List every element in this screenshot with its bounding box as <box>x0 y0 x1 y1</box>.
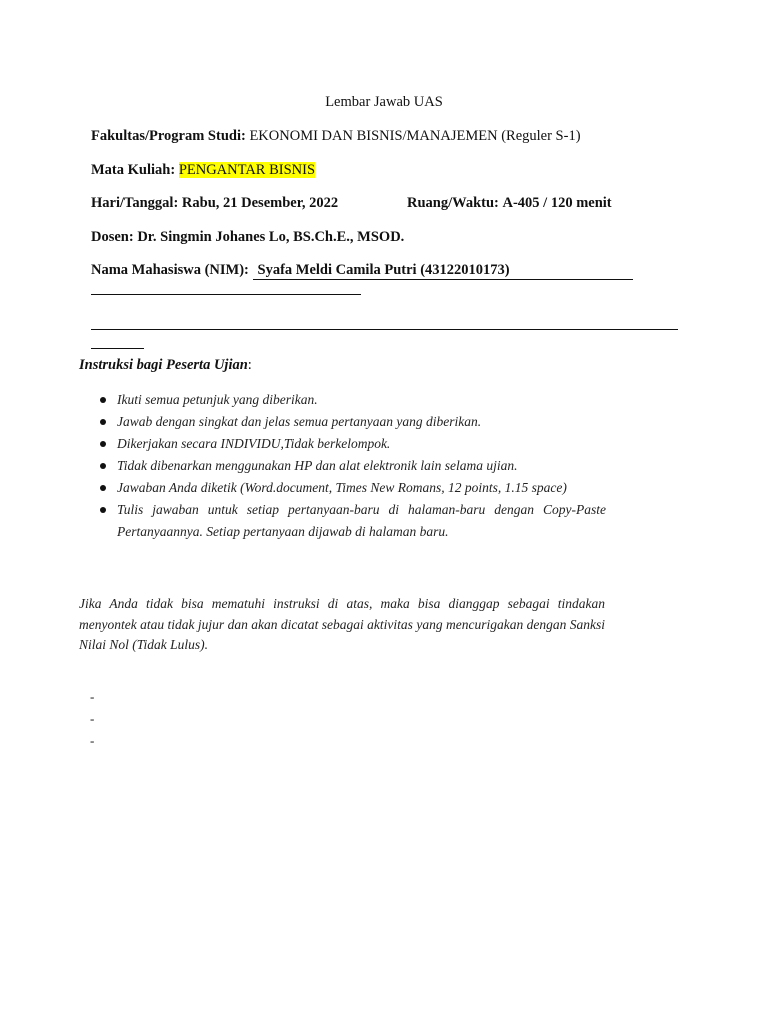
rule-text: Tulis jawaban untuk setiap pertanyaan-baru di halaman-baru dengan Copy-Paste Pertanyaannya. Setiap pertanyaan dijawab di halaman baru. <box>117 502 606 539</box>
list-item <box>96 499 606 542</box>
room-label: Ruang/Waktu: <box>407 195 499 211</box>
bullet-icon <box>100 397 106 403</box>
instructions-colon: : <box>247 357 252 373</box>
dash-item: - <box>90 689 95 704</box>
list-item <box>96 455 606 477</box>
instructions-title <box>79 357 252 374</box>
bullet-icon <box>100 485 106 491</box>
dash-item: - <box>90 733 95 748</box>
lecturer-line: Dosen: Dr. Singmin Johanes Lo, BS.Ch.E., MSOD. <box>91 229 405 245</box>
list-item <box>96 477 606 499</box>
date-label: Hari/Tanggal: <box>91 195 179 211</box>
list-item <box>96 411 606 433</box>
bullet-icon <box>100 419 106 425</box>
list-item <box>96 433 606 455</box>
course-label: Mata Kuliah: <box>91 162 176 178</box>
faculty-label: Fakultas/Program Studi: <box>91 128 246 144</box>
rule-text: Jawab dengan singkat dan jelas semua pertanyaan yang diberikan. <box>117 414 482 429</box>
answer-line-3 <box>91 348 144 349</box>
date-value: Rabu, 21 Desember, 2022 <box>181 195 339 211</box>
room-line <box>407 195 612 212</box>
answer-line-1 <box>91 294 361 295</box>
answer-line-2 <box>91 329 678 330</box>
student-label: Nama Mahasiswa (NIM): <box>91 262 249 278</box>
document-title: Lembar Jawab UAS <box>325 94 443 110</box>
rule-text: Tidak dibenarkan menggunakan HP dan alat elektronik lain selama ujian. <box>117 458 518 473</box>
bullet-icon <box>100 463 106 469</box>
room-value: A-405 / 120 menit <box>502 195 612 211</box>
faculty-value: EKONOMI DAN BISNIS/MANAJEMEN (Reguler S-1) <box>249 128 581 144</box>
faculty-line <box>91 128 581 145</box>
rule-text: Dikerjakan secara INDIVIDU,Tidak berkelompok. <box>117 436 391 451</box>
student-value: Syafa Meldi Camila Putri (43122010173) <box>253 262 633 280</box>
warning-paragraph: Jika Anda tidak bisa mematuhi instruksi di atas, maka bisa dianggap sebagai tindakan menyontek atau tidak jujur dan akan dicatat sebagai aktivitas yang mencurigakan dengan Sanksi Nilai Nol (Tidak Lulus). <box>79 596 605 652</box>
course-line <box>91 162 315 179</box>
instructions-title-text: Instruksi bagi Peserta Ujian <box>79 357 248 373</box>
rule-text: Ikuti semua petunjuk yang diberikan. <box>117 392 318 407</box>
bullet-icon <box>100 441 106 447</box>
course-value: PENGANTAR BISNIS <box>178 162 316 178</box>
rule-text: Jawaban Anda diketik (Word.document, Times New Romans, 12 points, 1.15 space) <box>117 480 567 495</box>
student-line <box>91 262 633 280</box>
instructions-list <box>96 389 606 543</box>
list-item <box>96 389 606 411</box>
date-line <box>91 195 338 212</box>
dash-item: - <box>90 711 95 726</box>
bullet-icon <box>100 507 106 513</box>
